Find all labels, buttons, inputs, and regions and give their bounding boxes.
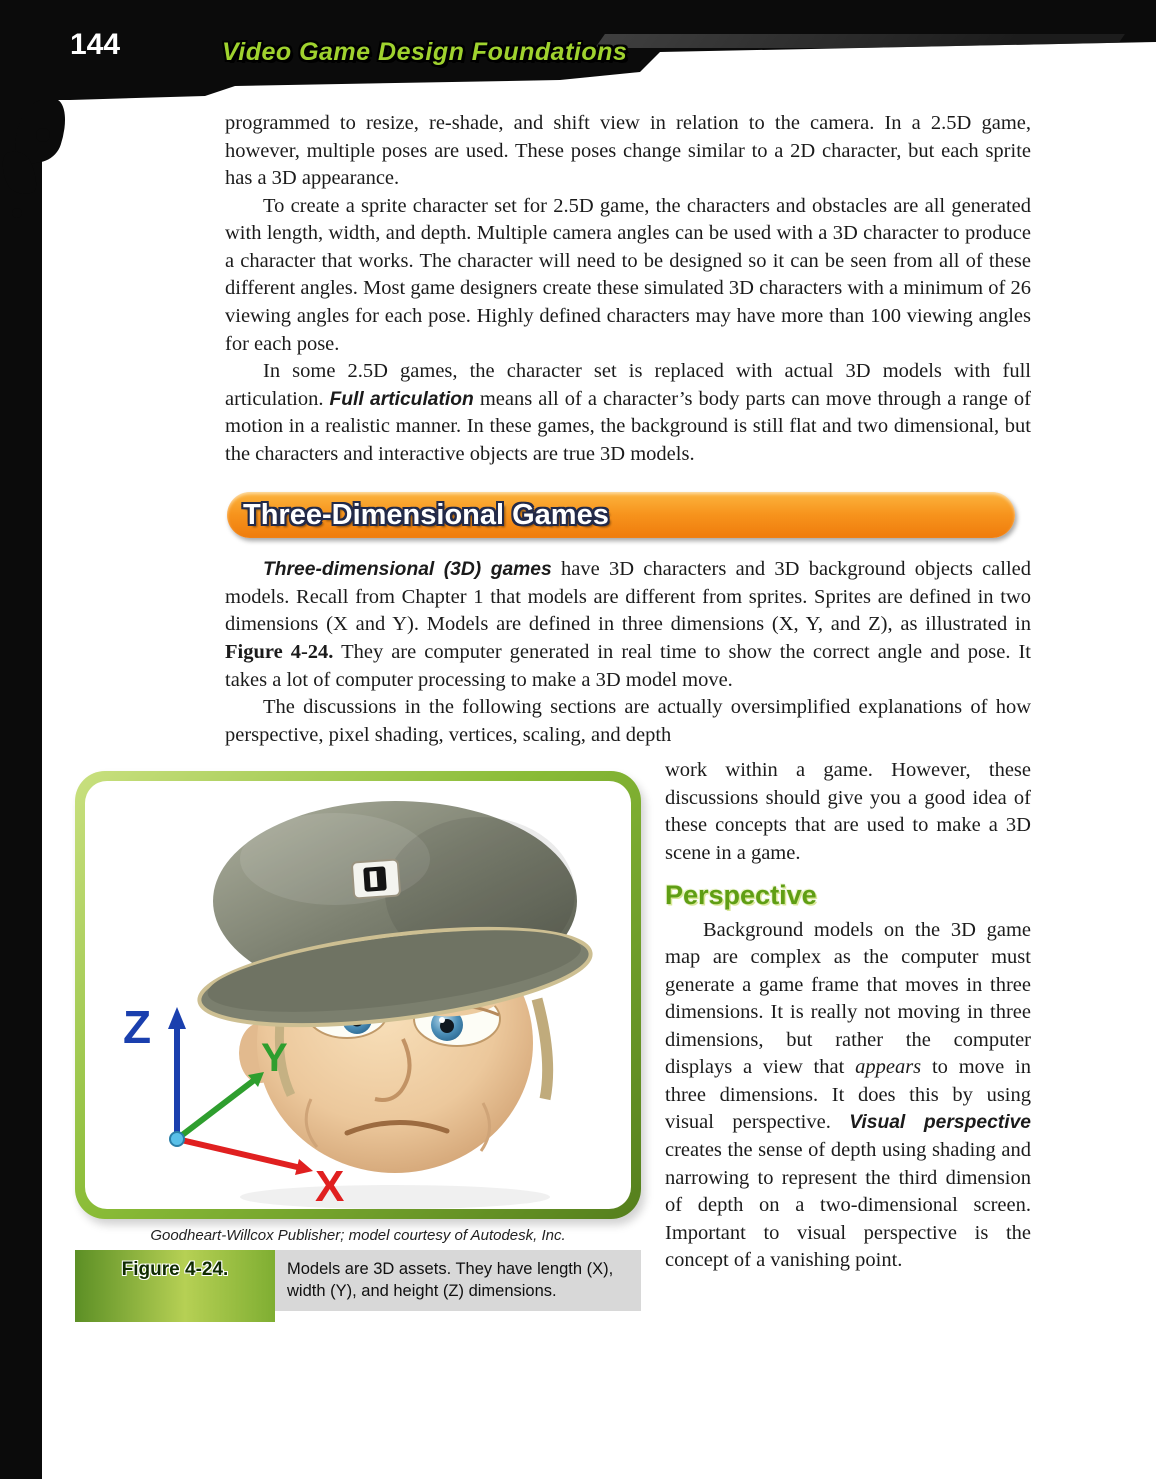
x-axis-arrow (177, 1139, 297, 1167)
paragraph-sprite-character-set: To create a sprite character set for 2.5D game, the characters and obstacles are all generated with length, width, and depth. Multiple camera angles can be used with a 3D character to produce a character that works. The character will need to be designed so it can be seen from all of these different angles. Most game designers create these simulated 3D characters with a minimum of 26 viewing angles for each pose. Highly defined characters may have more than 100 viewing angles for each pose. (225, 194, 1031, 355)
z-axis-arrowhead (168, 1007, 186, 1029)
paragraph-text: They are computer generated in real time to show the correct angle and pose. It takes a lot of computer processing to make a 3D model move. (225, 641, 1031, 691)
subheading-perspective: Perspective (665, 879, 817, 910)
key-term-full-articulation: Full articulation (329, 388, 474, 410)
page-number: 144 (70, 28, 121, 61)
head-shadow (240, 1185, 550, 1209)
figure-caption: Models are 3D assets. They have length (X), width (Y), and height (Z) dimensions. (275, 1250, 641, 1311)
x-axis-arrowhead (295, 1159, 313, 1175)
wrapped-text-column (665, 757, 1031, 1322)
figure-4-24 (75, 757, 641, 1322)
section-heading-banner (227, 492, 1015, 538)
paragraph-full-articulation (225, 358, 1031, 468)
section-heading: Three-Dimensional Games (243, 498, 609, 531)
soldier-head-3d-model-illustration (85, 781, 631, 1209)
page-content (121, 110, 1032, 1322)
figure-and-text-row (75, 757, 1031, 1322)
paragraph-perspective (665, 917, 1031, 1275)
paragraph-text: to move in three dimensions. It does this by using visual perspective. (665, 1056, 1031, 1134)
paragraph-discussions-intro: The discussions in the following sections are actually oversimplified explanations of how perspective, pixel shading, vertices, scaling, and depth (225, 696, 1031, 746)
y-axis-arrow (177, 1081, 253, 1139)
paragraph-continued: programmed to resize, re-shade, and shift view in relation to the camera. In a 2.5D game, however, multiple poses are used. These poses change similar to a 2D character, but each sprite has a 3D appearance. (225, 112, 1031, 190)
figure-frame (75, 771, 641, 1219)
paragraph-text: Background models on the 3D game map are complex as the computer must generate a game frame that moves in three dimensions. It is really not moving in three dimensions, but rather the computer displays a view that (665, 918, 1031, 1079)
figure-label: Figure 4-24. (75, 1250, 275, 1322)
axis-z-label: Z (123, 1001, 152, 1054)
axis-x-label: X (315, 1162, 345, 1210)
key-term-visual-perspective: Visual perspective (849, 1112, 1032, 1134)
grunge-splatter (36, 128, 50, 142)
paragraph-text: means all of a character’s body parts can move through a range of motion in a realistic manner. In these games, the background is still flat and two dimensional, but the characters and interactive objects are true 3D models. (225, 387, 1031, 465)
helmet-insignia (352, 860, 400, 899)
axes-origin-point (170, 1132, 184, 1146)
paragraph-text: have 3D characters and 3D background objects called models. Recall from Chapter 1 that models are different from sprites. Sprites are defined in two dimensions (X and Y). Models are defined in three dimensions (X, Y, and Z), as illustrated in (225, 558, 1031, 636)
figure-caption-row (75, 1250, 641, 1322)
chin-strap-right (537, 999, 548, 1099)
figure-image-area (85, 781, 631, 1209)
key-term-three-dimensional-games: Three-dimensional (3D) games (263, 559, 552, 581)
left-edge-bar (0, 0, 42, 1479)
paragraph-text: creates the sense of depth using shading and narrowing to represent the third dimension of depth on a two-dimensional screen. Important to visual perspective is the concept of a vanishing point. (665, 1139, 1031, 1272)
paragraph-discussions-continued: work within a game. However, these discussions should give you a good idea of these concepts that are used to make a 3D scene in a game. (665, 759, 1031, 864)
axis-y-label: Y (261, 1036, 288, 1081)
book-title-logo: Video Game Design Foundations (222, 38, 628, 66)
paragraph-text: In some 2.5D games, the character set is replaced with actual 3D models with full articulation. (225, 360, 1031, 410)
paragraph-3d-games (225, 556, 1031, 694)
banner-streak-decoration (595, 34, 1125, 48)
figure-reference: Figure 4-24. (225, 641, 334, 663)
figure-credit: Goodheart-Willcox Publisher; model courtesy of Autodesk, Inc. (150, 1227, 566, 1245)
grunge-splatter (12, 208, 22, 218)
eye-highlight (439, 1017, 445, 1023)
emphasized-word: appears (855, 1056, 922, 1079)
